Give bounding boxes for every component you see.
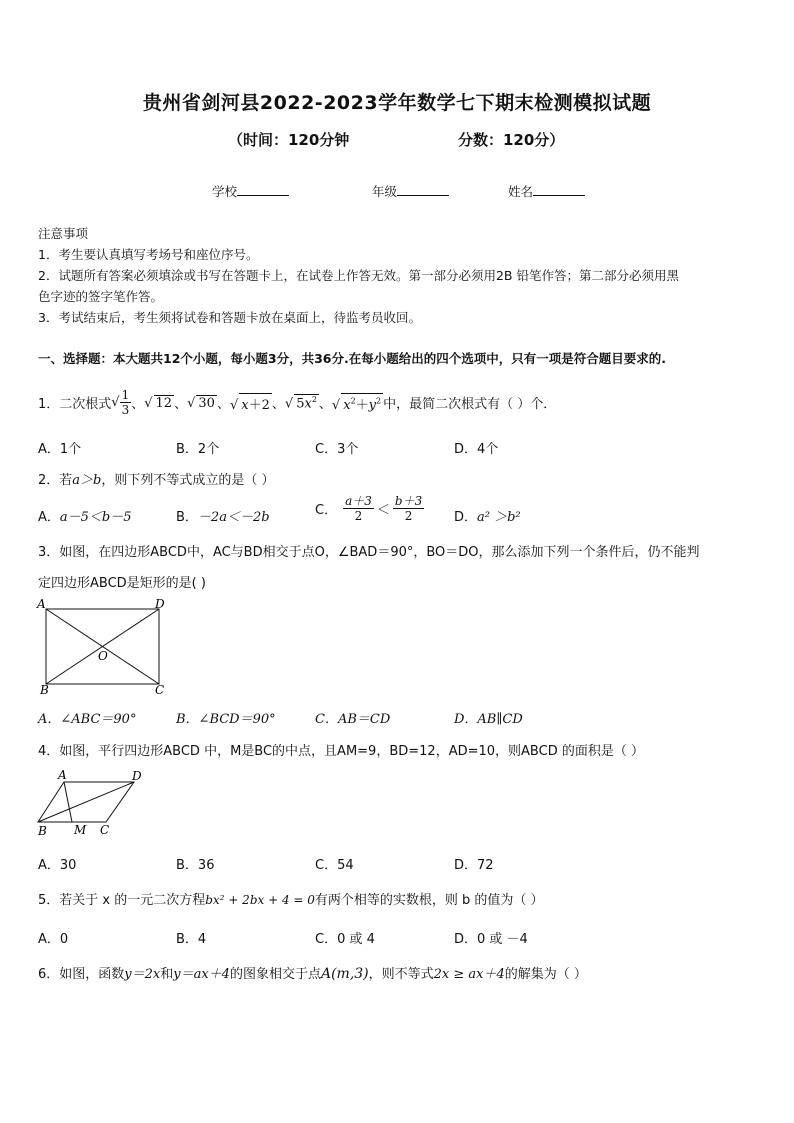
separator: 、 [318,397,332,412]
label-o: O [98,649,108,663]
radical-2: √ 12 [144,395,173,411]
q3-option-d: D．AB∥CD [454,712,523,727]
q2-option-c: C． $\frac{a+3}{2}$ ＜ $\frac{b+3}{2}$ [315,494,423,523]
fraction [393,494,424,523]
note-item: 2．试题所有答案必须填涂或书写在答题卡上，在试卷上作答无效。第一部分必须用2B 铅笔作答；第二部分必须用黑 [38,268,679,283]
q5-option-a: A．0 [38,932,69,947]
name-field [508,182,585,200]
radical-3: √ 30 [187,395,215,411]
q1-option-d: D．4个 [454,442,499,457]
q5-prefix: 5．若关于 x 的一元二次方程 [38,893,206,908]
q2-option-b [176,506,270,525]
numerator: b＋3 [394,494,423,508]
fraction [343,494,374,523]
q2-option-d [454,506,521,525]
school-label: 学校 [212,184,238,199]
separator: 、 [271,397,285,412]
page-title: 贵州省剑河县2022-2023学年数学七下期末检测模拟试题 [142,92,652,114]
denominator: 2 [404,509,413,523]
q6-and: 和 [160,967,174,982]
label-a: A [58,768,67,782]
question-1 [38,388,556,417]
grade-label: 年级 [372,184,398,199]
q2-option-d-expr: a² ＞b² [477,510,521,525]
q4-parallelogram-figure [34,766,154,838]
q2-condition: a＞b [72,473,102,488]
q6-function-1: y＝2x [124,967,161,982]
q3-rectangle-figure [34,596,174,696]
grade-blank [397,183,449,196]
q6-point: A(m,3) [320,966,369,982]
label-a: A [37,597,46,611]
q6-suffix: 的解集为（ ） [504,967,587,982]
q4-option-a: A．30 [38,858,77,873]
q6-mid2: ，则不等式 [368,967,434,982]
label-d: D [155,597,165,611]
option-label: A． [38,510,60,525]
q1-prefix: 1．二次根式 [38,397,112,412]
section-heading: 一、选择题：本大题共12个小题，每小题3分，共36分.在每小题给出的四个选项中，只有一项是符合题目要求的. [38,351,666,366]
q6-mid: 的图象相交于点 [229,967,321,982]
denominator: 2 [354,509,363,523]
notes-heading: 注意事项 [38,226,89,241]
label-c: C [100,823,110,837]
q6-prefix: 6．如图，函数 [38,967,125,982]
radical-4: √ x＋2 [230,393,272,413]
q5-option-b: B．4 [176,932,207,947]
label-d: D [132,769,142,783]
question-4: 4．如图，平行四边形ABCD 中，M是BC的中点，且AM=9，BD=12，AD=10，则ABCD 的面积是（ ） [38,744,644,759]
option-label: D． [454,510,478,525]
exam-score: 分数：120分） [458,131,565,149]
q1-suffix: 中，最简二次根式有（ ）个． [383,397,557,412]
radical-5: √ $5x^2$ [284,394,317,412]
option-label: C． [315,503,338,518]
q5-option-c: C．0 或 4 [315,932,375,947]
q5-equation: bx² + 2bx + 4 = 0 [205,893,315,907]
q4-option-d: D．72 [454,858,494,873]
q3-option-c: C．AB＝CD [315,712,391,727]
note-item: 1．考生要认真填写考场号和座位序号。 [38,247,259,262]
note-item: 3．考试结束后，考生须将试卷和答题卡放在桌面上，待监考员收回。 [38,310,421,325]
radical-6: √ $x^2+y^2$ [332,393,383,413]
q2-option-a-expr: a－5＜b－5 [59,510,132,525]
note-item: 色字迹的签字笔作答。 [38,289,164,304]
separator: 、 [216,397,230,412]
q1-option-b: B．2个 [176,442,220,457]
label-b: B [38,824,47,838]
exam-time: （时间：120分钟 [228,131,350,149]
separator: 、 [131,397,145,412]
question-3-line-2: 定四边形ABCD是矩形的是( ) [38,576,206,591]
q1-option-c: C．3个 [315,442,359,457]
question-3-line-1: 3．如图，在四边形ABCD中，AC与BD相交于点O，∠BAD＝90°，BO＝DO，那么添加下列一个条件后，仍不能判 [38,545,700,560]
q1-option-a: A．1个 [38,442,82,457]
q2-option-a [38,506,132,525]
q3-option-b: B．∠BCD＝90° [176,712,276,727]
q5-option-d: D．0 或 －4 [454,932,528,947]
school-field [212,182,289,200]
q6-function-2: y＝ax＋4 [173,967,230,982]
radical-1: √ $\frac{1}{3}$ [111,388,130,417]
q4-option-b: B．36 [176,858,215,873]
option-label: B． [176,510,198,525]
segment-am [64,782,72,822]
q6-inequality: 2x ≥ ax＋4 [433,967,505,982]
q2-suffix: ，则下列不等式成立的是（ ） [101,473,275,488]
label-m: M [74,823,87,837]
q4-option-c: C．54 [315,858,354,873]
q2-prefix: 2．若 [38,473,73,488]
q3-option-a: A．∠ABC＝90° [38,712,137,727]
question-5 [38,889,544,908]
q2-option-b-expr: －2a＜－2b [197,510,270,525]
label-c: C [155,683,165,696]
name-label: 姓名 [508,184,534,199]
separator: 、 [174,397,188,412]
question-2 [38,469,275,488]
grade-field [372,182,449,200]
name-blank [533,183,585,196]
numerator: a＋3 [345,494,372,508]
question-6 [38,963,587,982]
q5-suffix: 有两个相等的实数根，则 b 的值为（ ） [314,893,544,908]
label-b: B [40,683,49,696]
school-blank [237,183,289,196]
